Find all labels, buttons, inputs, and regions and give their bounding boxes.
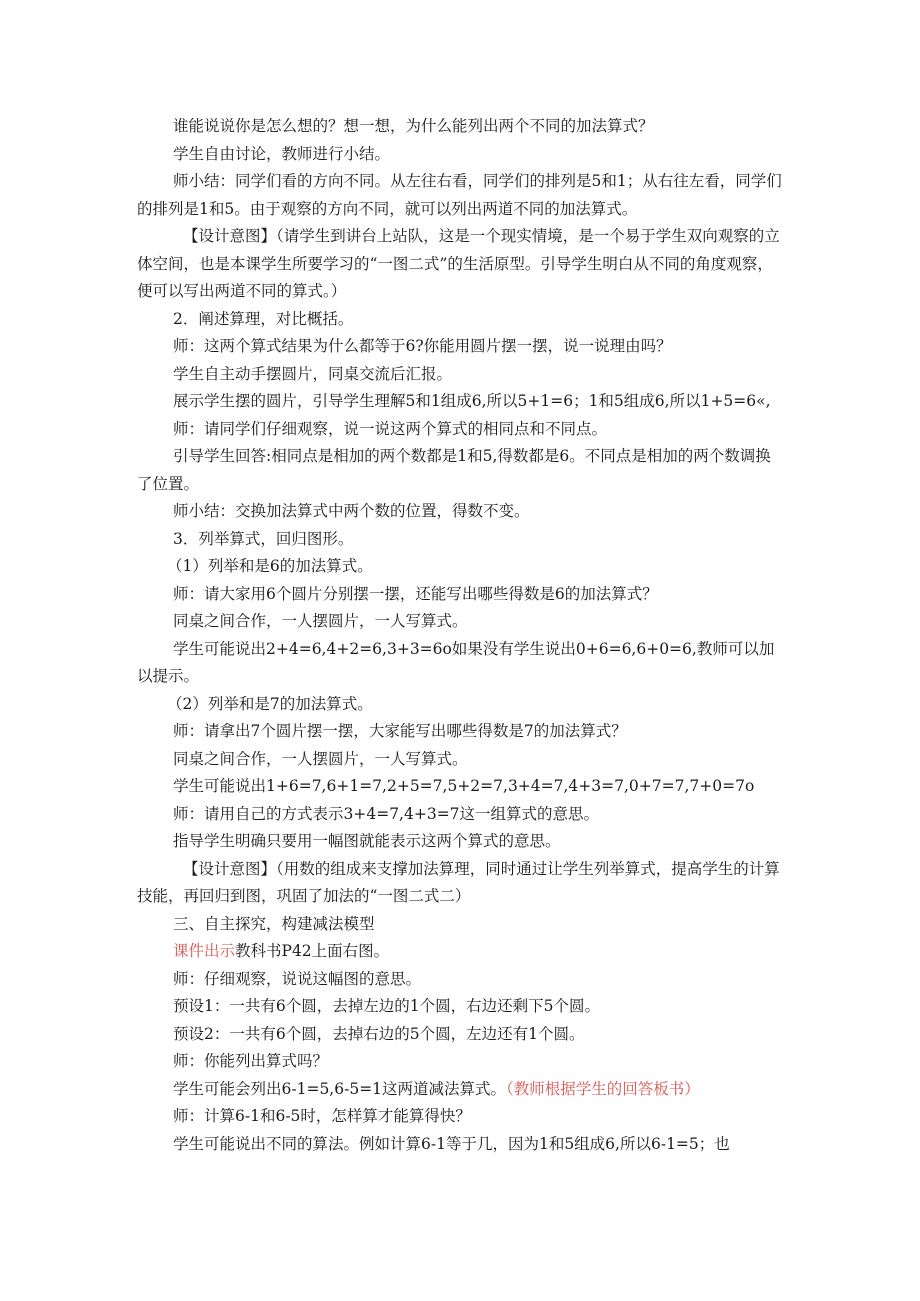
section-heading: 三、自主探究，构建减法模型 (173, 914, 375, 933)
subsection-heading: （1）列举和是6的加法算式。 (167, 557, 373, 575)
teacher-note: （教师根据学生的回答板书） (506, 1079, 700, 1098)
paragraph: 同桌之间合作，一人摆圆片，一人写算式。 (173, 749, 468, 768)
paragraph: 学生可能说出2+4=6,4+2=6,3+3=6o如果没有学生说出0+6=6,6+0=6,教师可以加以提示。 (137, 639, 775, 685)
paragraph: 引导学生回答:相同点是相加的两个数都是1和5,得数都是6。不同点是相加的两个数调换了位置。 (137, 447, 771, 493)
paragraph: 预设1：一共有6个圆，去掉左边的1个圆，右边还剩下5个圆。 (173, 997, 600, 1015)
paragraph: 学生可能说出1+6=7,6+1=7,2+5=7,5+2=7,3+4=7,4+3=7,0+7=7,7+0=7o (173, 777, 755, 795)
paragraph: 师：计算6-1和6-5时，怎样算才能算得快？ (173, 1107, 471, 1125)
paragraph (137, 1076, 785, 1104)
paragraph: 师：请大家用6个圆片分别摆一摆，还能写出哪些得数是6的加法算式？ (173, 584, 658, 603)
paragraph: 学生自由讨论，教师进行小结。 (173, 144, 391, 163)
paragraph: 学生可能说出不同的算法。例如计算6-1等于几，因为1和5组成6,所以6-1=5；也 (173, 1134, 730, 1153)
paragraph: 展示学生摆的圆片，引导学生理解5和1组成6,所以5+1=6；1和5组成6,所以1+5=6«, (173, 392, 771, 410)
paragraph: 学生自主动手摆圆片，同桌交流后汇报。 (173, 364, 453, 383)
section-heading: 3．列举算式，回归图形。 (173, 529, 354, 548)
paragraph-text: 学生可能会列出6-1=5,6-5=1这两道减法算式。 (173, 1079, 507, 1098)
design-intent-paragraph: 【设计意图】（用数的组成来支撑加法算理，同时通过让学生列举算式，提高学生的计算技能，再回归到图，巩固了加法的“一图二式二） (137, 859, 780, 905)
courseware-label: 课件出示 (173, 942, 236, 960)
subsection-heading: （2）列举和是7的加法算式。 (167, 694, 373, 713)
paragraph: 谁能说说你是怎么想的？想一想，为什么能列出两个不同的加法算式？ (173, 117, 654, 135)
paragraph: 师：请同学们仔细观察，说一说这两个算式的相同点和不同点。 (173, 419, 608, 438)
document-body (137, 113, 785, 1158)
paragraph: 师：你能列出算式吗？ (173, 1052, 329, 1070)
paragraph: 预设2：一共有6个圆，去掉右边的5个圆，左边还有1个圆。 (173, 1024, 585, 1043)
paragraph: 师小结：同学们看的方向不同。从左往右看，同学们的排列是5和1；从右往左看，同学们的排列是1和5。由于观察的方向不同，就可以列出两道不同的加法算式。 (137, 172, 782, 218)
paragraph-text: 教科书P42上面右图。 (235, 942, 390, 960)
paragraph: 师：请用自己的方式表示3+4=7,4+3=7这一组算式的意思。 (173, 804, 600, 823)
paragraph: 同桌之间合作，一人摆圆片，一人写算式。 (173, 612, 468, 630)
paragraph: 指导学生明确只要用一幅图就能表示这两个算式的意思。 (173, 832, 561, 850)
paragraph: 师：请拿出7个圆片摆一摆，大家能写出哪些得数是7的加法算式？ (173, 722, 627, 740)
paragraph: 师小结：交换加法算式中两个数的位置，得数不变。 (173, 502, 530, 520)
paragraph (137, 938, 785, 966)
paragraph: 师：仔细观察，说说这幅图的意思。 (173, 969, 422, 988)
section-heading: 2．阐述算理，对比概括。 (173, 309, 354, 328)
design-intent-paragraph: 【设计意图】（请学生到讲台上站队，这是一个现实情境，是一个易于学生双向观察的立体空间，也是本课学生所要学习的“一图二式”的生活原型。引导学生明白从不同的角度观察，便可以写出两道不同的算式。） (137, 227, 780, 300)
paragraph: 师：这两个算式结果为什么都等于6?你能用圆片摆一摆，说一说理由吗？ (173, 337, 672, 355)
